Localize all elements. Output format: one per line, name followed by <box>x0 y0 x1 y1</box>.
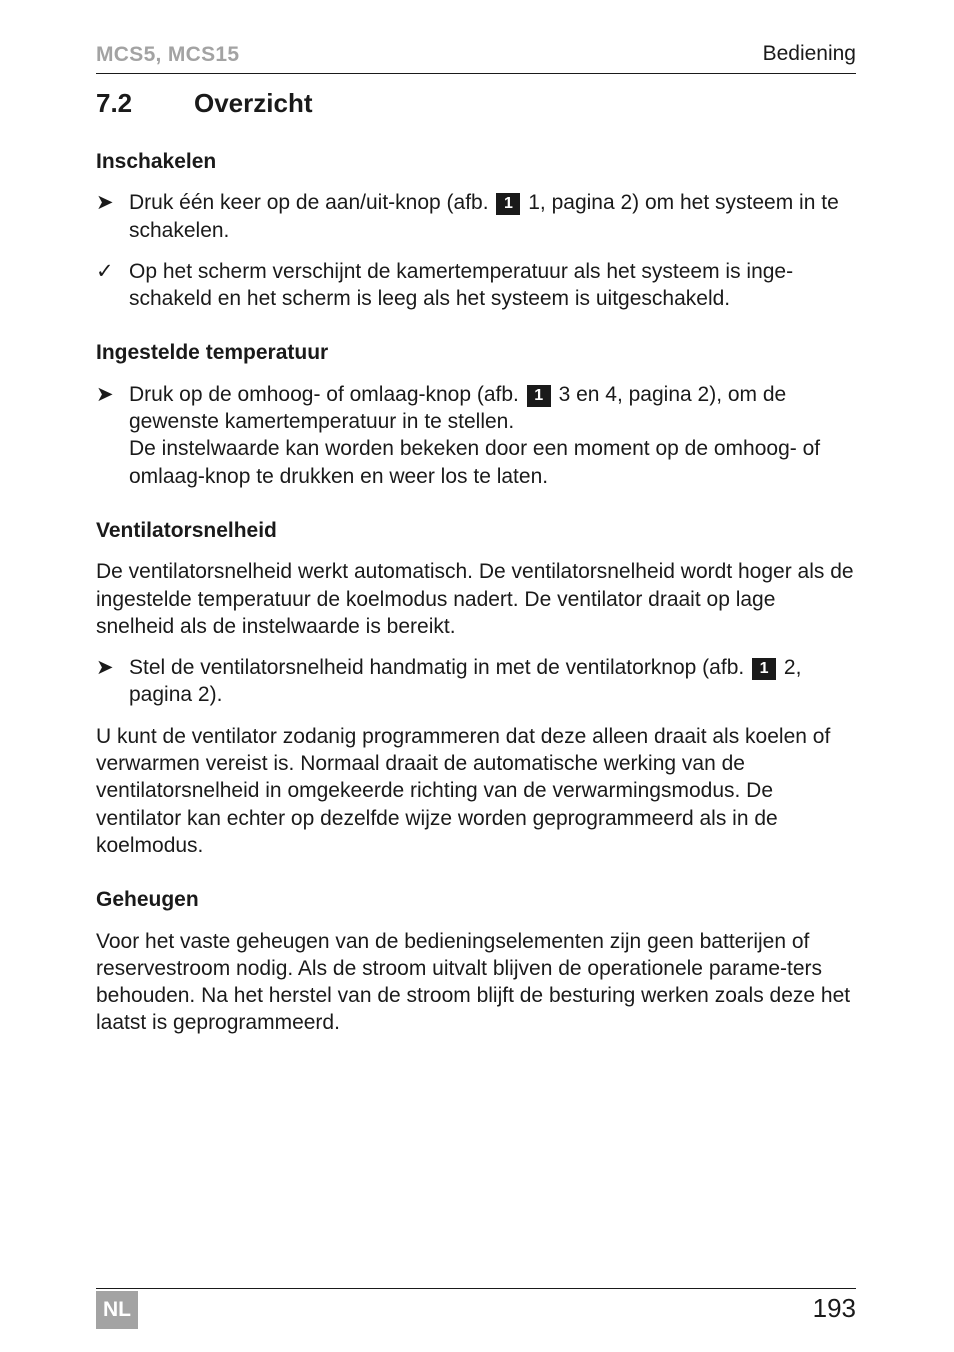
step-text-before: Stel de ventilatorsnelheid handmatig in met de ventilatorknop (afb. <box>129 656 745 680</box>
result-power-on <box>96 258 856 313</box>
language-tab: NL <box>96 1291 138 1329</box>
paragraph-memory: Voor het vaste geheugen van de bedieningselementen zijn geen batterijen of reservestroom nodig. Als de stroom uitvalt blijven de operationele parame-ters behouden. Na het herstel van de stroom blijft de besturing werken zoals deze het laatst is geprogrammeerd. <box>96 929 851 1035</box>
figure-ref-badge: 1 <box>527 385 551 407</box>
heading-ingestelde-temperatuur: Ingestelde temperatuur <box>96 341 329 365</box>
action-step-power-on <box>96 189 856 244</box>
action-arrow-icon: ➤ <box>96 655 114 680</box>
step-text-before: Druk één keer op de aan/uit-knop (afb. <box>129 191 489 215</box>
heading-inschakelen: Inschakelen <box>96 150 217 173</box>
heading-geheugen: Geheugen <box>96 888 199 912</box>
step-text-after: 2, pagina 2). <box>129 656 802 707</box>
step-note: De instelwaarde kan worden bekeken door een moment op de omhoog- of omlaag-knop te drukken en weer los te laten. <box>129 437 821 488</box>
header-chapter: Bediening <box>762 42 856 65</box>
action-step-set-temperature <box>96 381 856 490</box>
figure-ref-badge: 1 <box>496 193 520 215</box>
action-arrow-icon: ➤ <box>96 381 114 406</box>
running-header <box>96 40 856 74</box>
figure-ref-badge: 1 <box>752 658 776 680</box>
header-product: MCS5, MCS15 <box>96 43 240 66</box>
section-number: 7.2 <box>96 88 133 118</box>
result-text: Op het scherm verschijnt de kamertemperatuur als het systeem is inge-schakeld en het scherm is leeg als het systeem is uitgeschakeld. <box>129 259 794 311</box>
step-text-before: Druk op de omhoog- of omlaag-knop (afb. <box>129 382 519 406</box>
heading-ventilatorsnelheid: Ventilatorsnelheid <box>96 518 277 542</box>
action-arrow-icon: ➤ <box>96 190 114 215</box>
page-content <box>96 148 856 1051</box>
section-title <box>96 88 313 119</box>
checkmark-icon: ✓ <box>96 258 114 283</box>
step-text-after: 3 en 4, pagina 2), om de gewenste kamertemperatuur in te stellen. <box>129 382 787 434</box>
paragraph-fan-intro: De ventilatorsnelheid werkt automatisch. De ventilatorsnelheid wordt hoger als de ingestelde temperatuur de koelmodus nadert. De ventilator draait op lage snelheid als de instelwaarde is bereikt. <box>96 560 854 638</box>
page-number: 193 <box>812 1293 856 1323</box>
footer-rule <box>96 1288 856 1289</box>
step-text-after: 1, pagina 2) om het systeem in te schakelen. <box>129 191 839 242</box>
section-title-text: Overzicht <box>194 88 313 118</box>
action-step-fan-speed <box>96 654 856 709</box>
paragraph-fan-programming: U kunt de ventilator zodanig programmeren dat deze alleen draait als koelen of verwarmen vereist is. Normaal draait de automatische werking van de ventilatorsnelheid in omgekeerde richting van de verwarmingsmodus. De ventilator kan echter op dezelfde wijze worden geprogrammeerd als in de koelmodus. <box>96 724 831 857</box>
